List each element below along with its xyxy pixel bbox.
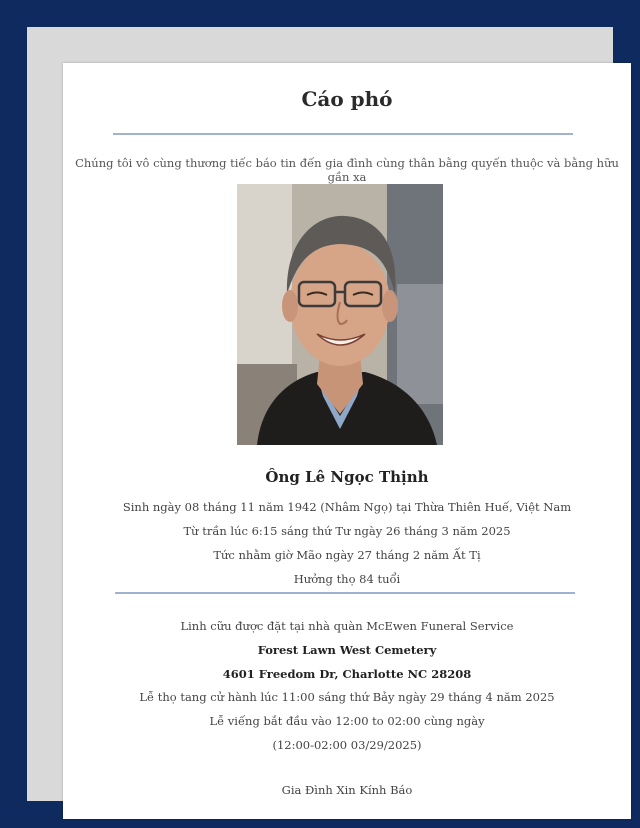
notice-frame — [27, 27, 619, 801]
age-info: Hưởng thọ 84 tuổi — [293, 572, 401, 586]
cemetery-name: Forest Lawn West Cemetery — [257, 643, 437, 657]
middle-divider — [115, 592, 575, 594]
funeral-home-info: Linh cữu được đặt tại nhà quàn McEwen Funeral Service — [180, 619, 514, 633]
family-signature: Gia Đình Xin Kính Báo — [281, 783, 413, 797]
deceased-name: Ông Lê Ngọc Thịnh — [265, 468, 429, 486]
top-divider — [113, 133, 573, 135]
death-info: Từ trần lúc 6:15 sáng thứ Tư ngày 26 tháng 3 năm 2025 — [183, 524, 511, 538]
cemetery-address: 4601 Freedom Dr, Charlotte NC 28208 — [222, 667, 472, 681]
lunar-date: Tức nhằm giờ Mão ngày 27 tháng 2 năm Ất Tị — [213, 548, 481, 562]
notice-title: Cáo phó — [301, 87, 393, 111]
viewing-time: (12:00-02:00 03/29/2025) — [272, 738, 422, 752]
obituary-sheet — [63, 63, 631, 819]
birth-info: Sinh ngày 08 tháng 11 năm 1942 (Nhâm Ngọ) tại Thừa Thiên Huế, Việt Nam — [122, 500, 572, 514]
intro-text: Chúng tôi vô cùng thương tiếc báo tin đến gia đình cùng thân bằng quyến thuộc và bằng hữu gần xa — [75, 156, 619, 184]
portrait-illustration — [237, 184, 443, 445]
portrait-photo — [237, 184, 443, 445]
funeral-service-info: Lễ thọ tang cử hành lúc 11:00 sáng thứ Bảy ngày 29 tháng 4 năm 2025 — [139, 690, 555, 704]
viewing-info: Lễ viếng bắt đầu vào 12:00 to 02:00 cùng ngày — [209, 714, 485, 728]
